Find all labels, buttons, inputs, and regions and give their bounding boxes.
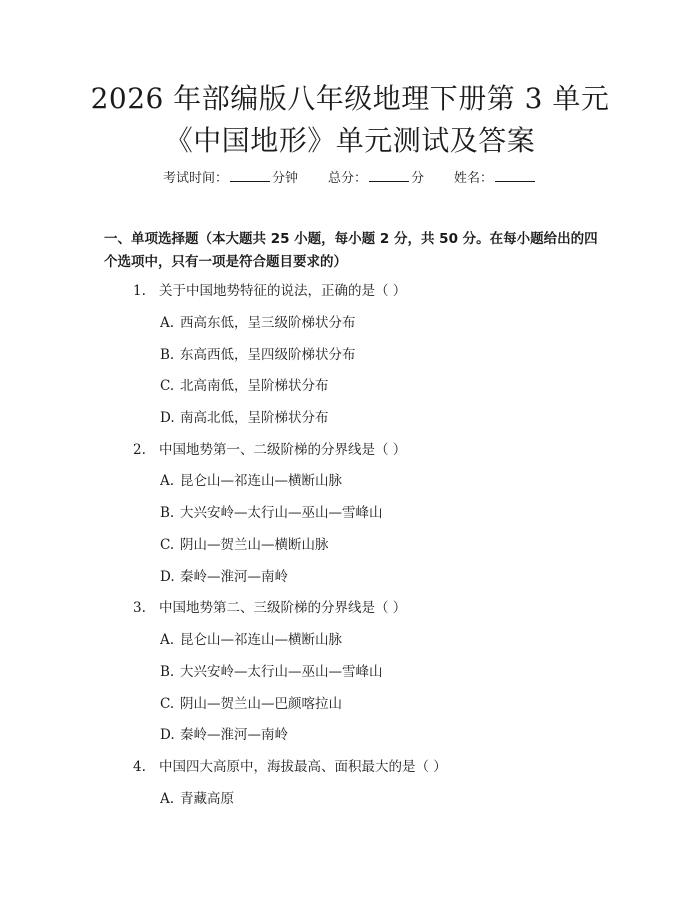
time-blank[interactable]: [230, 168, 270, 182]
option-letter: D.: [160, 727, 175, 743]
option-text: 阴山—贺兰山—巴颜喀拉山: [180, 696, 342, 712]
option-text: 南高北低，呈阶梯状分布: [180, 410, 329, 426]
question-4: [133, 757, 447, 777]
option-letter: A.: [160, 473, 175, 489]
exam-meta-line: [0, 168, 700, 189]
question-text: 中国地势第一、二级阶梯的分界线是（ ）: [159, 442, 407, 458]
question-text: 关于中国地势特征的说法，正确的是（ ）: [159, 283, 407, 299]
option-text: 北高南低，呈阶梯状分布: [180, 378, 329, 394]
page-title: 2026 年部编版八年级地理下册第 3 单元《中国地形》单元测试及答案: [90, 82, 610, 157]
option-3b[interactable]: [160, 662, 383, 682]
score-blank[interactable]: [369, 168, 409, 182]
time-label: 考试时间：: [162, 171, 228, 186]
question-2: [133, 440, 406, 460]
time-unit: 分钟: [271, 171, 298, 186]
question-number: 1.: [133, 283, 146, 299]
option-text: 阴山—贺兰山—横断山脉: [180, 537, 329, 553]
option-text: 大兴安岭—太行山—巫山—雪峰山: [180, 505, 383, 521]
question-text: 中国地势第二、三级阶梯的分界线是（ ）: [159, 600, 407, 616]
option-letter: A.: [160, 791, 175, 807]
option-1d[interactable]: [160, 408, 329, 428]
option-text: 昆仑山—祁连山—横断山脉: [180, 632, 342, 648]
option-text: 东高西低，呈四级阶梯状分布: [180, 347, 356, 363]
option-text: 青藏高原: [180, 791, 234, 807]
question-number: 3.: [133, 600, 146, 616]
option-letter: C.: [160, 696, 175, 712]
question-text: 中国四大高原中，海拔最高、面积最大的是（ ）: [159, 759, 447, 775]
option-3d[interactable]: [160, 725, 288, 745]
option-2c[interactable]: [160, 535, 329, 555]
section-heading: 一、单项选择题（本大题共 25 小题，每小题 2 分，共 50 分。在每小题给出的四个选项中，只有一项是符合题目要求的）: [104, 231, 598, 270]
option-2a[interactable]: [160, 471, 342, 491]
option-letter: B.: [160, 347, 175, 363]
option-1a[interactable]: [160, 313, 356, 333]
option-letter: C.: [160, 378, 175, 394]
option-2b[interactable]: [160, 503, 383, 523]
score-label: 总分：: [327, 171, 367, 186]
question-3: [133, 598, 406, 618]
name-label: 姓名：: [454, 171, 494, 186]
option-letter: D.: [160, 569, 175, 585]
option-letter: C.: [160, 537, 175, 553]
option-text: 大兴安岭—太行山—巫山—雪峰山: [180, 664, 383, 680]
option-text: 昆仑山—祁连山—横断山脉: [180, 473, 342, 489]
option-letter: A.: [160, 632, 175, 648]
question-number: 2.: [133, 442, 146, 458]
option-letter: B.: [160, 664, 175, 680]
option-letter: A.: [160, 315, 175, 331]
question-number: 4.: [133, 759, 146, 775]
option-letter: D.: [160, 410, 175, 426]
score-unit: 分: [411, 171, 425, 186]
option-2d[interactable]: [160, 567, 288, 587]
option-1b[interactable]: [160, 345, 356, 365]
question-1: [133, 281, 406, 301]
option-letter: B.: [160, 505, 175, 521]
option-1c[interactable]: [160, 376, 329, 396]
name-blank[interactable]: [495, 168, 535, 182]
option-4a[interactable]: [160, 789, 234, 809]
option-text: 秦岭—淮河—南岭: [180, 569, 288, 585]
option-text: 秦岭—淮河—南岭: [180, 727, 288, 743]
option-3a[interactable]: [160, 630, 342, 650]
option-text: 西高东低，呈三级阶梯状分布: [180, 315, 356, 331]
option-3c[interactable]: [160, 694, 342, 714]
